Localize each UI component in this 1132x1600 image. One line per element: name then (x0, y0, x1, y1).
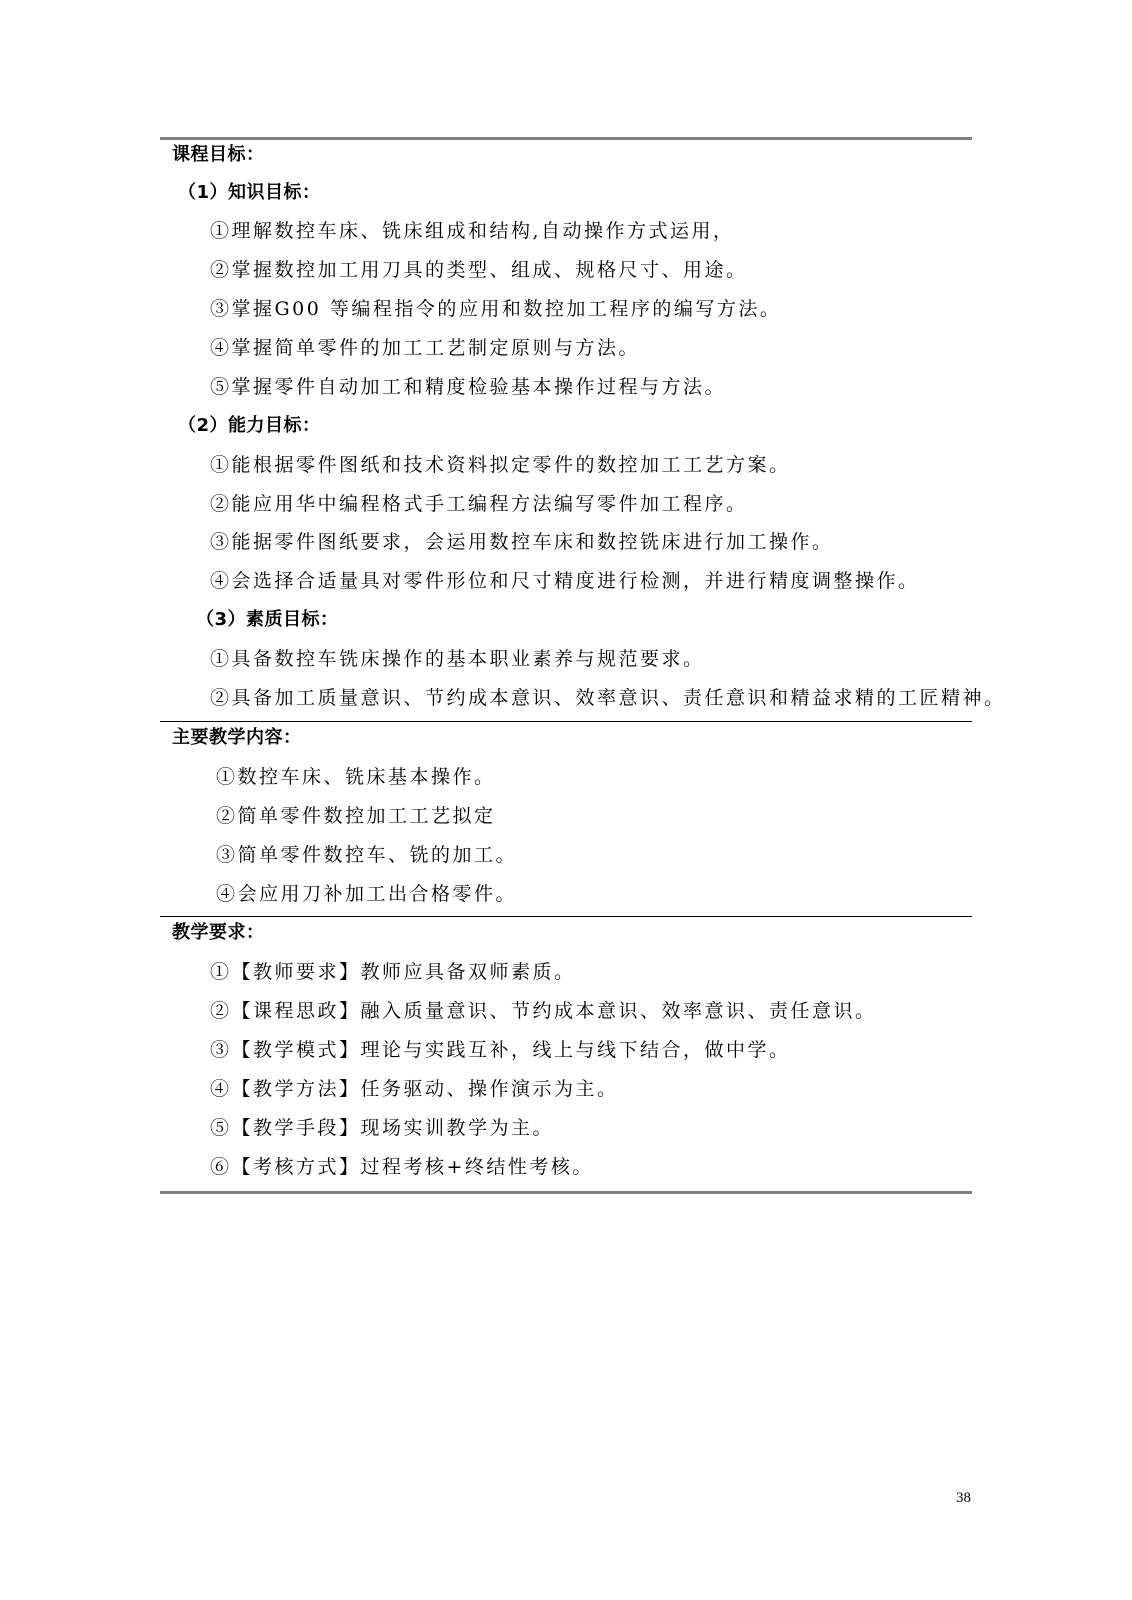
page-number: 38 (956, 1490, 971, 1506)
section-heading-course-goals: 课程目标： (172, 144, 265, 165)
list-item: ②掌握数控加工用刀具的类型、组成、规格尺寸、用途。 (210, 259, 748, 281)
list-item: ③掌握G00 等编程指令的应用和数控加工程序的编写方法。 (210, 298, 782, 320)
list-item: ⑤【教学手段】现场实训教学为主。 (210, 1117, 555, 1139)
list-item: ③简单零件数控车、铣的加工。 (216, 844, 518, 866)
list-item: ②具备加工质量意识、节约成本意识、效率意识、责任意识和精益求精的工匠精神。 (210, 687, 1006, 709)
section-divider (160, 916, 972, 917)
subheading-quality: （3）素质目标： (196, 609, 339, 630)
list-item: ③能据零件图纸要求，会运用数控车床和数控铣床进行加工操作。 (210, 531, 834, 553)
list-item: ③【教学模式】理论与实践互补，线上与线下结合，做中学。 (210, 1039, 791, 1061)
list-item: ④【教学方法】任务驱动、操作演示为主。 (210, 1078, 619, 1100)
section-heading-requirements: 教学要求： (172, 922, 265, 943)
section-heading-main-content: 主要教学内容： (172, 727, 302, 748)
list-item: ①【教师要求】教师应具备双师素质。 (210, 961, 576, 983)
list-item: ②【课程思政】融入质量意识、节约成本意识、效率意识、责任意识。 (210, 1000, 877, 1022)
list-item: ①能根据零件图纸和技术资料拟定零件的数控加工工艺方案。 (210, 454, 791, 476)
list-item: ②简单零件数控加工工艺拟定 (216, 805, 496, 827)
list-item: ①理解数控车床、铣床组成和结构,自动操作方式运用， (210, 220, 735, 242)
subheading-knowledge: （1）知识目标： (178, 182, 321, 203)
top-rule (160, 137, 972, 140)
list-item: ①数控车床、铣床基本操作。 (216, 766, 496, 788)
list-item: ④掌握简单零件的加工工艺制定原则与方法。 (210, 337, 641, 359)
list-item: ⑥【考核方式】过程考核+终结性考核。 (210, 1156, 594, 1178)
section-divider (160, 721, 972, 722)
list-item: ④会选择合适量具对零件形位和尺寸精度进行检测，并进行精度调整操作。 (210, 570, 920, 592)
list-item: ①具备数控车铣床操作的基本职业素养与规范要求。 (210, 648, 705, 670)
list-item: ②能应用华中编程格式手工编程方法编写零件加工程序。 (210, 493, 748, 515)
list-item: ④会应用刀补加工出合格零件。 (216, 883, 518, 905)
bottom-rule (160, 1191, 972, 1194)
subheading-ability: （2）能力目标： (178, 415, 321, 436)
list-item: ⑤掌握零件自动加工和精度检验基本操作过程与方法。 (210, 376, 727, 398)
